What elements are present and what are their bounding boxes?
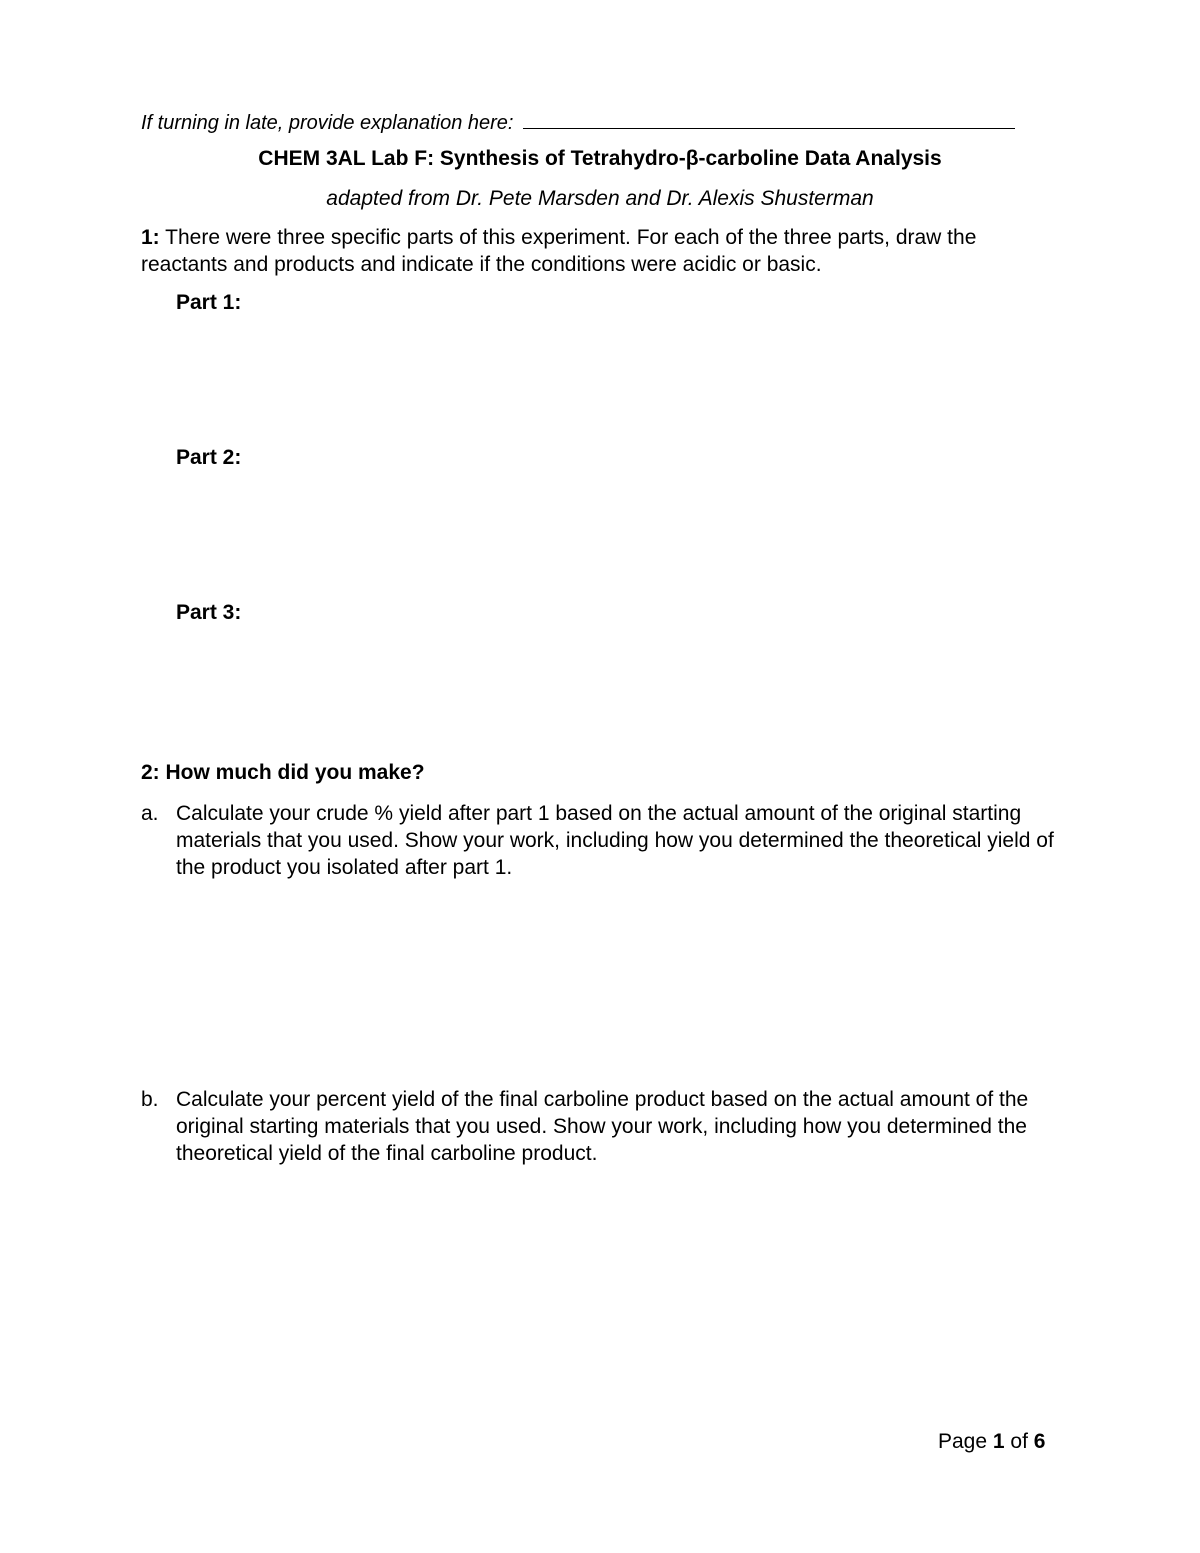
of-word: of bbox=[1010, 1430, 1028, 1453]
late-explanation-line bbox=[141, 110, 1015, 135]
question-1-text: There were three specific parts of this experiment. For each of the three parts, draw the reactants and products and indicate if the conditions were acidic or basic. bbox=[141, 226, 977, 276]
question-2a-marker: a. bbox=[141, 802, 159, 825]
current-page: 1 bbox=[992, 1430, 1005, 1453]
question-2b-text: Calculate your percent yield of the final carboline product based on the actual amount of the original starting materials that you used. Show your work, including how you determined the theoretical yield of the final carboline product. bbox=[176, 1088, 1029, 1165]
part-2-label: Part 2: bbox=[176, 446, 242, 469]
question-2a-text: Calculate your crude % yield after part 1 based on the actual amount of the original starting materials that you used. Show your work, including how you determined the theoretical yield of the product you isolated after part 1. bbox=[176, 802, 1054, 879]
page-word: Page bbox=[938, 1430, 988, 1453]
question-1 bbox=[141, 224, 1061, 278]
part-3-label: Part 3: bbox=[176, 601, 242, 624]
question-2-heading: 2: How much did you make? bbox=[141, 761, 425, 784]
late-explanation-blank bbox=[523, 110, 1015, 129]
late-explanation-prompt: If turning in late, provide explanation here: bbox=[141, 112, 514, 134]
question-2b-marker: b. bbox=[141, 1088, 159, 1111]
page-number bbox=[938, 1429, 1045, 1455]
question-1-number: 1: bbox=[141, 226, 160, 249]
part-1-label: Part 1: bbox=[176, 291, 242, 314]
total-pages: 6 bbox=[1033, 1430, 1046, 1453]
question-2a bbox=[141, 800, 1061, 881]
question-2b bbox=[141, 1086, 1061, 1167]
page-subtitle: adapted from Dr. Pete Marsden and Dr. Alexis Shusterman bbox=[326, 187, 874, 210]
page-title: CHEM 3AL Lab F: Synthesis of Tetrahydro-β-carboline Data Analysis bbox=[258, 147, 942, 170]
